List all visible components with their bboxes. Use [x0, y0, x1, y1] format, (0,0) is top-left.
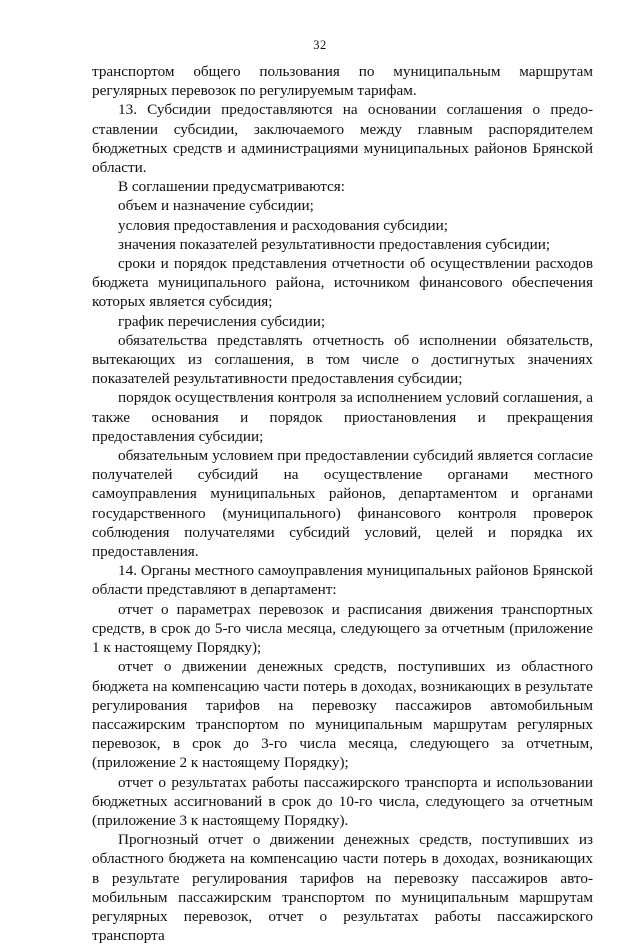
document-body: [92, 62, 593, 945]
paragraph-continuation: транспортом общего пользования по муниципальным маршрутам регулярных перевозок по регулируемым тарифам.: [92, 63, 593, 100]
paragraph-subsidy-conditions: условия предоставления и расходования субсидии;: [118, 216, 448, 234]
paragraph-report-cash-flow: отчет о движении денежных средств, поступивших из областного бюджета на компенсацию части потерь в доходах, возникающих в результате регулирования тарифов на перевозку пассажиров автомобильным пассажирским транспортом по муниципальным маршрутам регулярных перевозок, в срок до 3-го числа месяца, следующего за отчетным, (приложение 2 к настоящему Порядку);: [92, 658, 593, 772]
paragraph-item-13: 13. Субсидии предоставляются на основании соглашения о предоставлении субсидии, заключаемого между главным распорядителем бюджетных средств и администрациями муниципальных районов Брянской области.: [92, 101, 593, 177]
paragraph-forecast-report: Прогнозный отчет о движении денежных средств, поступивших из областного бюджета на компенсацию части потерь в доходах, возникающих в результате регулирования тарифов на перевозку пассажиров автомобильным пассажирским транспортом по муниципальным маршрутам регулярных перевозок, отчет о результатах работы пассажирского транспорта: [92, 831, 593, 945]
paragraph-reporting-terms: сроки и порядок представления отчетности об осуществлении расходов бюджета муниципального района, источником финансового обеспечения которых является субсидия;: [92, 255, 593, 311]
paragraph-agreement-intro: В соглашении предусматриваются:: [118, 178, 346, 196]
page-number: 32: [313, 38, 327, 52]
paragraph-report-parameters: отчет о параметрах перевозок и расписания движения транспортных средств, в срок до 5-го числа месяца, следующего за отчетным (приложение 1 к настоящему Порядку);: [92, 600, 593, 657]
paragraph-item-14: 14. Органы местного самоуправления муниципальных районов Брянской области представляют в департамент:: [92, 562, 593, 599]
paragraph-control-procedure: порядок осуществления контроля за исполнением условий соглашения, а также основания и порядок приостановления и прекращения предоставления субсидии;: [92, 389, 593, 445]
paragraph-report-transport-results: отчет о результатах работы пассажирского транспорта и использовании бюджетных ассигнований в срок до 10-го числа, следующего за отчетным (приложение 3 к настоящему Порядку).: [92, 773, 593, 829]
paragraph-reporting-obligations: обязательства представлять отчетность об исполнении обязательств, вытекающих из соглашения, в том числе о достигнутых значениях показателей результативности предоставления субсидии;: [92, 331, 593, 388]
paragraph-mandatory-consent: обязательным условием при предоставлении субсидий является согласие получателей субсидий на осуществление органами местного самоуправления муниципальных районов, департаментом и органами государственного (муниципального) финансового контроля проверок соблюдения получателями субсидий условий, целей и порядка их предоставления.: [92, 447, 593, 561]
paragraph-subsidy-volume: объем и назначение субсидии;: [118, 197, 314, 215]
paragraph-transfer-schedule: график перечисления субсидии;: [118, 312, 326, 330]
paragraph-performance-indicators: значения показателей результативности предоставления субсидии;: [118, 235, 551, 253]
